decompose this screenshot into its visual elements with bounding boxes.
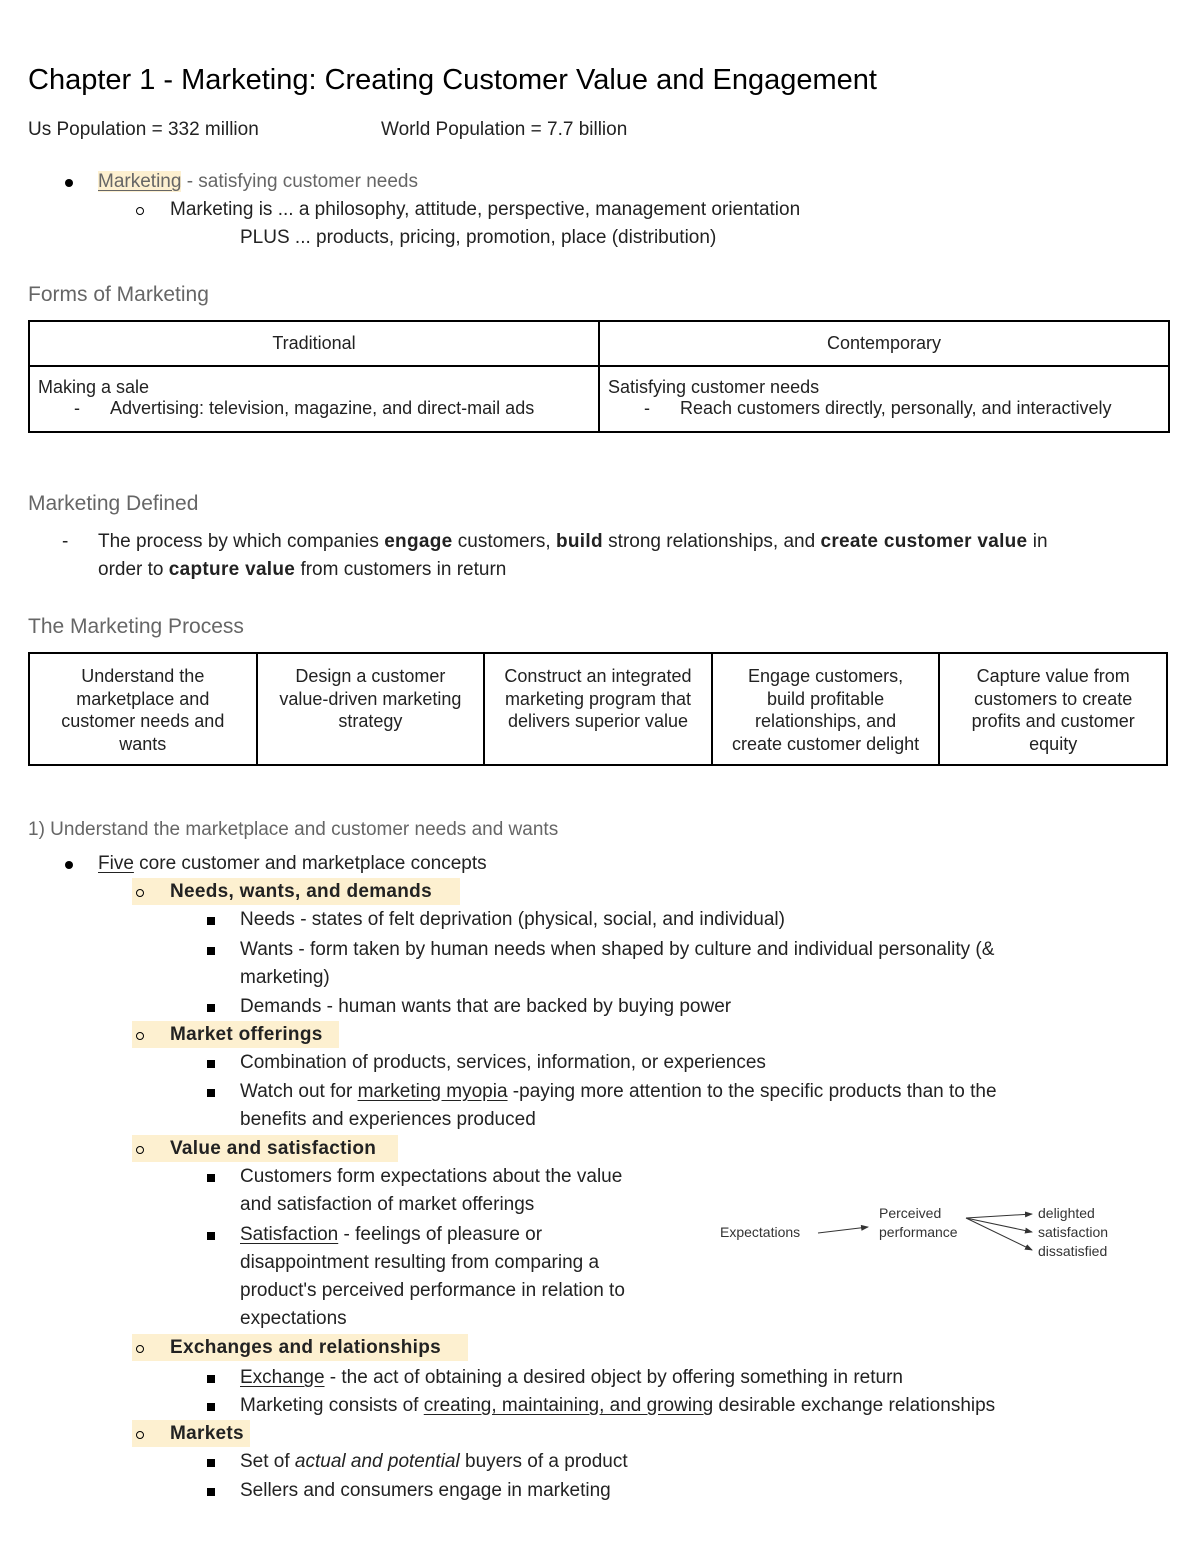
diagram-expectations: Expectations xyxy=(720,1224,801,1240)
wants-text-1: Wants - form taken by human needs when shaped by culture and individual personality (& xyxy=(240,939,995,960)
offerings-text-3: benefits and experiences produced xyxy=(240,1109,536,1130)
bullet-circle-icon xyxy=(136,1032,144,1040)
wants-text-2: marketing) xyxy=(240,967,330,988)
process-step: Construct an integrated marketing program that delivers superior value xyxy=(484,653,712,765)
value-text-2: and satisfaction of market offerings xyxy=(240,1194,535,1215)
forms-cell-traditional: Making a sale - Advertising: television, magazine, and direct-mail ads xyxy=(29,366,599,432)
value-heading: Value and satisfaction xyxy=(170,1138,377,1159)
forms-header-contemporary: Contemporary xyxy=(599,321,1169,366)
marketing-definition: Marketing - satisfying customer needs xyxy=(98,171,418,192)
bullet-square-icon xyxy=(207,1459,215,1467)
offerings-heading: Market offerings xyxy=(170,1024,323,1045)
forms-header-traditional: Traditional xyxy=(29,321,599,366)
exchange-text-1: Exchange - the act of obtaining a desired object by offering something in return xyxy=(240,1367,903,1388)
defined-text-line1: The process by which companies engage customers, build strong relationships, and create customer value in xyxy=(98,531,1048,552)
bullet-square-icon xyxy=(207,1403,215,1411)
bullet-square-icon xyxy=(207,1174,215,1182)
satisfaction-text-1: Satisfaction - feelings of pleasure or xyxy=(240,1224,543,1245)
diagram-perceived-2: performance xyxy=(879,1224,958,1240)
five-concepts: Five core customer and marketplace concepts xyxy=(98,853,487,874)
bullet-square-icon xyxy=(207,1089,215,1097)
satisfaction-text-4: expectations xyxy=(240,1308,347,1329)
marketing-is-line: Marketing is ... a philosophy, attitude, perspective, management orientation xyxy=(170,199,801,220)
section1-heading: 1) Understand the marketplace and customer needs and wants xyxy=(28,819,559,840)
exchange-text-2: Marketing consists of creating, maintaining, and growing desirable exchange relationships xyxy=(240,1395,996,1416)
defined-heading: Marketing Defined xyxy=(28,492,199,515)
bullet-circle-icon xyxy=(136,207,144,215)
bullet-square-icon xyxy=(207,947,215,955)
bullet-circle-icon xyxy=(136,1146,144,1154)
world-population: World Population = 7.7 billion xyxy=(381,119,628,140)
bullet-square-icon xyxy=(207,1375,215,1383)
forms-cell-contemporary: Satisfying customer needs - Reach customers directly, personally, and interactively xyxy=(599,366,1169,432)
diagram-arrow xyxy=(966,1218,1032,1250)
bullet-square-icon xyxy=(207,1488,215,1496)
value-text-1: Customers form expectations about the value xyxy=(240,1166,623,1187)
offerings-text-2: Watch out for marketing myopia -paying more attention to the specific products than to the xyxy=(240,1081,997,1102)
bullet-square-icon xyxy=(207,917,215,925)
demands-text: Demands - human wants that are backed by buying power xyxy=(240,996,732,1017)
diagram-arrow xyxy=(818,1227,868,1233)
us-population: Us Population = 332 million xyxy=(28,119,259,140)
page-title: Chapter 1 - Marketing: Creating Customer Value and Engagement xyxy=(28,64,877,96)
needs-heading: Needs, wants, and demands xyxy=(170,881,432,902)
satisfaction-text-2: disappointment resulting from comparing a xyxy=(240,1252,600,1273)
markets-heading: Markets xyxy=(170,1423,244,1444)
process-table xyxy=(28,652,1168,766)
process-step: Understand the marketplace and customer needs and wants xyxy=(29,653,257,765)
forms-heading: Forms of Marketing xyxy=(28,283,209,306)
diagram-arrow xyxy=(966,1214,1032,1218)
diagram-arrow xyxy=(966,1218,1032,1232)
marketing-term: Marketing xyxy=(98,171,182,192)
offerings-text-1: Combination of products, services, information, or experiences xyxy=(240,1052,766,1073)
process-step: Engage customers, build profitable relationships, and create customer delight xyxy=(712,653,940,765)
marketing-plus-line: PLUS ... products, pricing, promotion, place (distribution) xyxy=(240,227,717,248)
bullet-square-icon xyxy=(207,1004,215,1012)
satisfaction-diagram xyxy=(716,1200,1126,1264)
bullet-square-icon xyxy=(207,1060,215,1068)
process-step: Design a customer value-driven marketing strategy xyxy=(257,653,485,765)
defined-text-line2: order to capture value from customers in return xyxy=(98,559,507,580)
diagram-delighted: delighted xyxy=(1038,1205,1095,1221)
process-step: Capture value from customers to create profits and customer equity xyxy=(939,653,1167,765)
bullet-dot-icon xyxy=(65,179,73,187)
exchanges-heading: Exchanges and relationships xyxy=(170,1337,442,1358)
bullet-circle-icon xyxy=(136,1431,144,1439)
bullet-square-icon xyxy=(207,1232,215,1240)
diagram-perceived-1: Perceived xyxy=(879,1205,942,1221)
diagram-dissatisfied: dissatisfied xyxy=(1038,1243,1108,1259)
bullet-circle-icon xyxy=(136,1345,144,1353)
bullet-circle-icon xyxy=(136,889,144,897)
diagram-satisfaction: satisfaction xyxy=(1038,1224,1109,1240)
needs-text: Needs - states of felt deprivation (physical, social, and individual) xyxy=(240,909,785,930)
process-heading: The Marketing Process xyxy=(28,615,244,638)
satisfaction-text-3: product's perceived performance in relation to xyxy=(240,1280,625,1301)
forms-table xyxy=(28,320,1170,433)
markets-text-1: Set of actual and potential buyers of a product xyxy=(240,1451,628,1472)
defined-dash: - xyxy=(62,531,69,552)
markets-text-2: Sellers and consumers engage in marketing xyxy=(240,1480,611,1501)
bullet-dot-icon xyxy=(65,861,73,869)
